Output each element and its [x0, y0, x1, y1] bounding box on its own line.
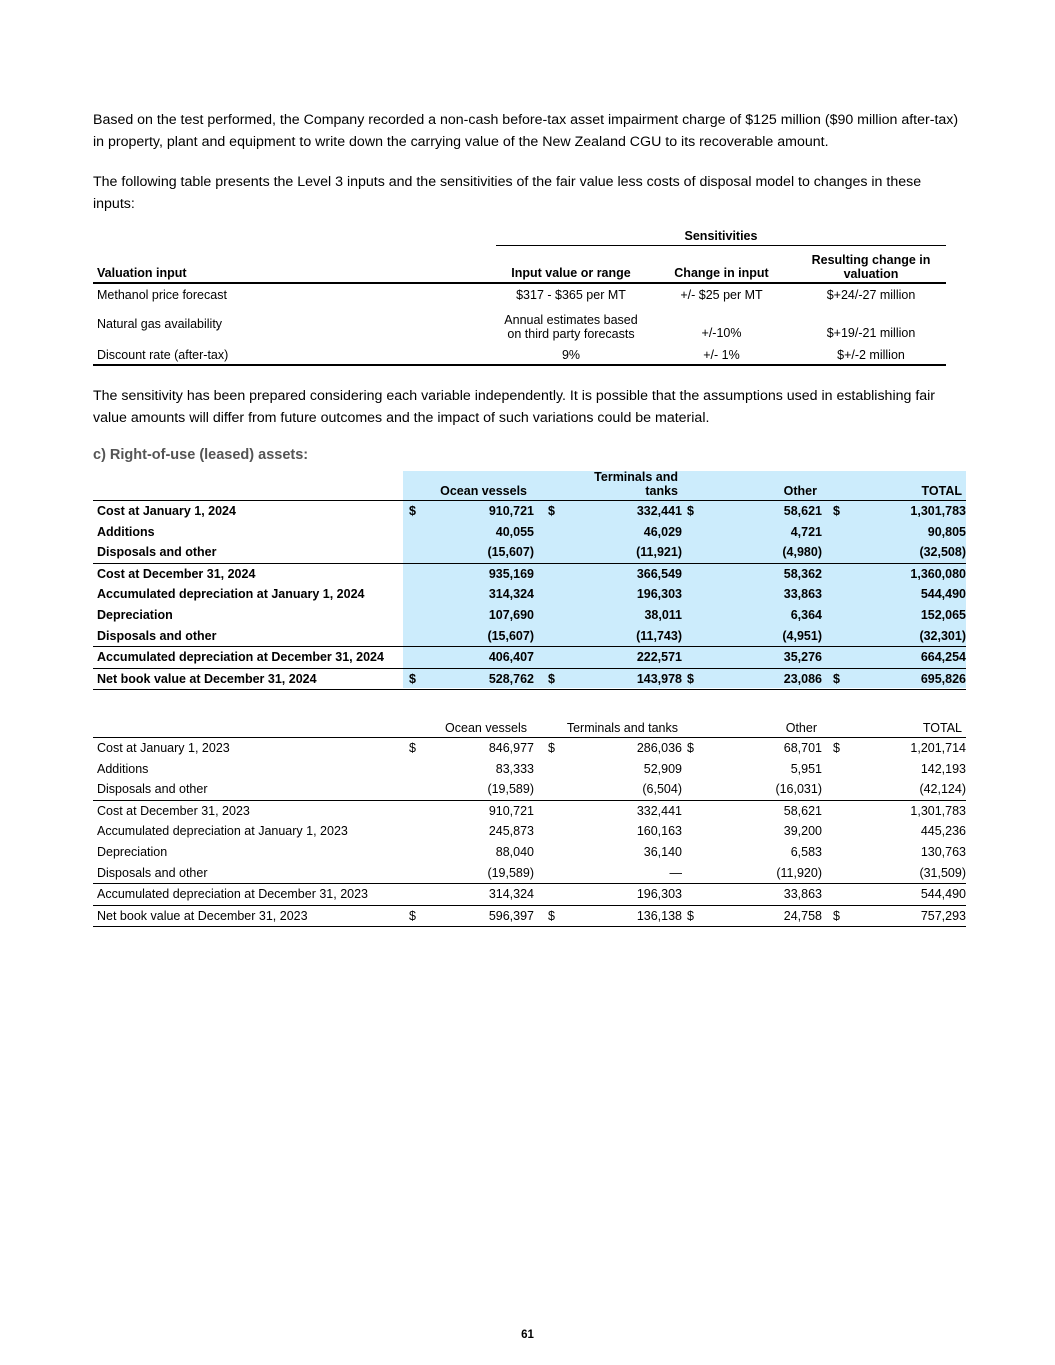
cell-total: 1,360,080: [910, 566, 966, 581]
sens-row-input: Discount rate (after-tax): [97, 348, 229, 362]
cell-other: (4,980): [782, 545, 822, 560]
cell-ocean-vessels: (15,607): [487, 545, 534, 560]
table-row: [93, 905, 966, 928]
row-label: Disposals and other: [97, 628, 217, 643]
cell-terminals-tanks: (6,504): [642, 782, 682, 797]
cell-ocean-vessels: 314,324: [488, 587, 534, 602]
cell-terminals-tanks: 160,163: [636, 824, 682, 839]
currency-symbol: $: [833, 671, 840, 686]
cell-terminals-tanks: 143,978: [636, 671, 682, 686]
currency-symbol: $: [548, 671, 555, 686]
cell-total: 142,193: [920, 761, 966, 776]
table-row: [93, 605, 966, 626]
row-label: Disposals and other: [97, 782, 208, 797]
col-ocean-vessels: Ocean vessels: [440, 484, 527, 498]
currency-symbol: $: [833, 741, 840, 755]
sensitivities-group-header: Sensitivities: [684, 229, 758, 243]
cell-other: 5,951: [790, 761, 822, 776]
sens-row-value-line2: on third party forecasts: [507, 327, 635, 341]
cell-other: 35,276: [783, 650, 822, 665]
cell-other: (4,951): [782, 628, 822, 643]
cell-total: 1,301,783: [910, 803, 966, 818]
row-label: Cost at December 31, 2024: [97, 566, 256, 581]
cell-ocean-vessels: 528,762: [488, 671, 534, 686]
table-row: [93, 821, 966, 842]
cell-terminals-tanks: —: [669, 865, 682, 880]
sens-row-value: [496, 313, 646, 341]
header-resulting-line2: valuation: [843, 267, 899, 281]
cell-total: 1,301,783: [910, 504, 966, 518]
currency-symbol: $: [409, 908, 416, 923]
sens-row-input: Natural gas availability: [97, 317, 223, 331]
currency-symbol: $: [687, 908, 694, 923]
cell-terminals-tanks: 196,303: [636, 587, 682, 602]
cell-terminals-tanks: 46,029: [643, 524, 682, 539]
cell-total: 695,826: [920, 671, 966, 686]
table-row: [93, 522, 966, 543]
cell-other: 6,364: [790, 607, 822, 622]
rou-table-2024: [93, 471, 966, 690]
cell-other: 39,200: [783, 824, 822, 839]
sens-row-result: $+19/-21 million: [826, 326, 916, 340]
row-label: Cost at December 31, 2023: [97, 803, 250, 818]
cell-other: 33,863: [783, 887, 822, 902]
cell-ocean-vessels: 83,333: [495, 761, 534, 776]
table-row: [93, 626, 966, 647]
cell-terminals-tanks: 38,011: [644, 607, 682, 622]
row-label: Additions: [97, 524, 155, 539]
cell-ocean-vessels: 596,397: [488, 908, 534, 923]
cell-terminals-tanks: 366,549: [636, 566, 682, 581]
cell-other: 23,086: [783, 671, 822, 686]
cell-other: 58,621: [783, 803, 822, 818]
col-terminals-tanks: Terminals and tanks: [566, 721, 678, 735]
currency-symbol: $: [687, 504, 694, 518]
sens-row-input: Methanol price forecast: [97, 288, 227, 302]
table-row: [93, 737, 966, 759]
header-input-value: Input value or range: [511, 266, 631, 280]
sens-row-result: $+24/-27 million: [826, 288, 916, 302]
cell-terminals-tanks: 332,441: [636, 803, 682, 818]
row-label: Depreciation: [97, 607, 173, 622]
currency-symbol: $: [687, 741, 694, 755]
cell-total: 664,254: [920, 650, 966, 665]
cell-total: 152,065: [920, 607, 966, 622]
row-label: Disposals and other: [97, 545, 217, 560]
row-label: Accumulated depreciation at December 31, 2024: [97, 650, 384, 665]
cell-total: 1,201,714: [910, 741, 966, 755]
header-valuation-input: Valuation input: [97, 266, 187, 280]
group-header-rule: [496, 245, 946, 246]
cell-terminals-tanks: 286,036: [636, 741, 682, 755]
col-terminals-tanks: [553, 470, 678, 498]
sens-row-value: 9%: [561, 348, 581, 362]
cell-terminals-tanks: 222,571: [636, 650, 682, 665]
currency-symbol: $: [548, 741, 555, 755]
cell-ocean-vessels: 935,169: [488, 566, 534, 581]
page-number: 61: [521, 1329, 534, 1341]
cell-total: 757,293: [920, 908, 966, 923]
sens-row-value-line1: Annual estimates based: [504, 313, 638, 327]
cell-other: 33,863: [783, 587, 822, 602]
cell-ocean-vessels: 107,690: [488, 607, 534, 622]
cell-ocean-vessels: 314,324: [488, 887, 534, 902]
header-change-in-input: Change in input: [674, 266, 769, 280]
cell-ocean-vessels: 406,407: [488, 650, 534, 665]
table-row: [93, 883, 966, 905]
cell-other: (11,920): [776, 865, 822, 880]
table-row: [93, 500, 966, 522]
table-row: [93, 779, 966, 800]
cell-ocean-vessels: 245,873: [488, 824, 534, 839]
table-bottom-rule: [93, 364, 946, 366]
cell-other: 58,362: [783, 566, 822, 581]
cell-ocean-vessels: (15,607): [487, 628, 534, 643]
rou-2023-rows: [93, 737, 966, 927]
table-intro-paragraph: The following table presents the Level 3 inputs and the sensitivities of the fair value less costs of disposal model to changes in these inputs:: [93, 174, 922, 212]
sens-row-change: +/- 1%: [703, 348, 740, 362]
right-of-use-heading: c) Right-of-use (leased) assets:: [93, 447, 309, 463]
row-label: Cost at January 1, 2023: [97, 741, 230, 755]
cell-total: (32,508): [919, 545, 966, 560]
col-ocean-vessels: Ocean vessels: [445, 721, 527, 735]
header-resulting-line1: Resulting change in: [811, 253, 931, 267]
cell-total: 544,490: [920, 587, 966, 602]
cell-total: (42,124): [919, 782, 966, 797]
cell-total: 130,763: [920, 844, 966, 859]
currency-symbol: $: [833, 908, 840, 923]
col-total: TOTAL: [922, 721, 962, 735]
cell-total: (31,509): [919, 865, 966, 880]
table-row: [93, 584, 966, 605]
currency-symbol: $: [833, 504, 840, 518]
currency-symbol: $: [409, 741, 416, 755]
col-other: Other: [783, 484, 817, 498]
table-row: [93, 668, 966, 691]
cell-other: 58,621: [783, 504, 822, 518]
cell-other: 68,701: [783, 741, 822, 755]
rou-table-2023: [93, 716, 966, 927]
row-label: Additions: [97, 761, 149, 776]
row-label: Accumulated depreciation at January 1, 2023: [97, 824, 348, 839]
table-row: [93, 542, 966, 563]
header-rule: [93, 282, 946, 284]
sens-row-value: $317 - $365 per MT: [516, 288, 626, 302]
row-label: Disposals and other: [97, 865, 208, 880]
cell-other: 4,721: [790, 524, 822, 539]
rou-2023-header: [93, 716, 966, 737]
cell-terminals-tanks: 52,909: [643, 761, 682, 776]
cell-total: 90,805: [927, 524, 966, 539]
cell-terminals-tanks: 332,441: [636, 504, 682, 518]
currency-symbol: $: [687, 671, 694, 686]
row-label: Cost at January 1, 2024: [97, 504, 236, 518]
header-resulting-change: [796, 253, 946, 281]
row-label: Accumulated depreciation at December 31, 2023: [97, 887, 368, 902]
cell-other: 24,758: [783, 908, 822, 923]
cell-total: 445,236: [920, 824, 966, 839]
cell-total: (32,301): [919, 628, 966, 643]
sens-row-change: +/- $25 per MT: [680, 288, 763, 302]
row-label: Net book value at December 31, 2024: [97, 671, 317, 686]
cell-total: 544,490: [920, 887, 966, 902]
col-terminals-line2: tanks: [645, 484, 678, 498]
impairment-paragraph: Based on the test performed, the Company recorded a non-cash before-tax asset impairment charge of $125 million ($90 million after-tax) in property, plant and equipment to write down the carrying value of the New Zealand CGU to its recoverable amount.: [93, 112, 959, 150]
table-row: [93, 759, 966, 780]
sens-row-result: $+/-2 million: [837, 348, 905, 362]
cell-terminals-tanks: 36,140: [643, 844, 682, 859]
cell-ocean-vessels: 40,055: [495, 524, 534, 539]
cell-terminals-tanks: 196,303: [636, 887, 682, 902]
currency-symbol: $: [548, 908, 555, 923]
cell-terminals-tanks: (11,921): [636, 545, 682, 560]
cell-other: 6,583: [790, 844, 822, 859]
cell-ocean-vessels: 846,977: [488, 741, 534, 755]
rou-2024-header: [93, 471, 966, 500]
table-row: [93, 646, 966, 668]
currency-symbol: $: [409, 504, 416, 518]
table-row: [93, 800, 966, 822]
cell-terminals-tanks: (11,743): [636, 628, 682, 643]
cell-other: (16,031): [775, 782, 822, 797]
sens-row-change: +/-10%: [701, 326, 742, 340]
sensitivity-note-paragraph: The sensitivity has been prepared considering each variable independently. It is possible that the assumptions used in establishing fair value amounts will differ from future outcomes and the impact of such variations could be material.: [93, 388, 936, 426]
table-row: [93, 863, 966, 884]
col-total: TOTAL: [921, 484, 962, 498]
rou-2024-rows: [93, 500, 966, 690]
cell-terminals-tanks: 136,138: [636, 908, 682, 923]
table-row: [93, 563, 966, 585]
cell-ocean-vessels: 910,721: [488, 504, 534, 518]
cell-ocean-vessels: 88,040: [495, 844, 534, 859]
col-terminals-line1: Terminals and: [594, 470, 678, 484]
row-label: Net book value at December 31, 2023: [97, 908, 308, 923]
currency-symbol: $: [409, 671, 416, 686]
col-other: Other: [785, 721, 817, 735]
row-label: Depreciation: [97, 844, 168, 859]
row-label: Accumulated depreciation at January 1, 2024: [97, 587, 365, 602]
currency-symbol: $: [548, 504, 555, 518]
table-row: [93, 842, 966, 863]
cell-ocean-vessels: 910,721: [488, 803, 534, 818]
cell-ocean-vessels: (19,589): [487, 865, 534, 880]
cell-ocean-vessels: (19,589): [487, 782, 534, 797]
